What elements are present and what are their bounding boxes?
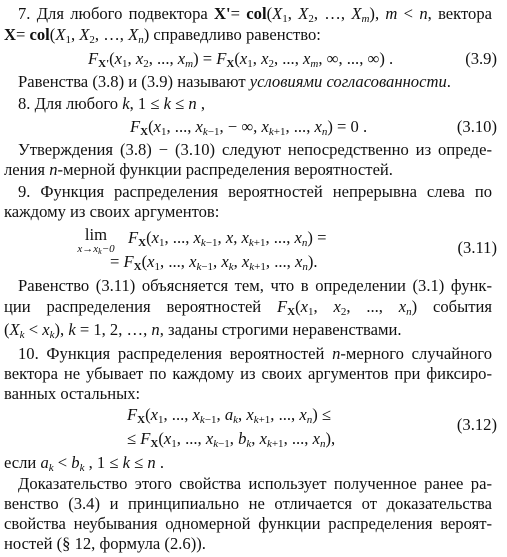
text-line-others: ванных остальных:: [4, 384, 141, 403]
text-line-item8: 8. Для любого k, 1 ≤ k ≤ n ,: [18, 94, 205, 113]
equation-3-10: $F_X(x_1$, ..., $x_{k-1}$, − ∞, $x_{k+1}$, ..., $x_n) = 0$ .: [130, 117, 368, 138]
equation-3-12-top: $F_X(x_1$, ..., $x_{k-1}$, $a_k$, $x_{k+1}$, ..., $x_n$) ≤: [127, 405, 332, 426]
text-line-explanation: Равенство (3.11) объясняется тем, что в определении (3.1) функ-: [18, 276, 492, 295]
text-line-strict: $(X_k < x_k)$, k = 1, 2, …, n, заданы строгими неравенствами.: [4, 320, 402, 341]
text-line-proof-2: венство (3.4) и принципиально не отличается от доказательства: [4, 494, 492, 513]
text-line-proof-4: ностей (§ 12, формула (2.6)).: [4, 534, 206, 553]
limit-word: lim: [84, 225, 108, 244]
text-line-item10: 10. Функция распределения вероятностей n-мерного случайного: [18, 344, 492, 363]
text-line-vector-x: $X= col(X_1$, $X_2$, …, $X_n$) справедливо равенство:: [4, 25, 321, 46]
text-line-proof-3: свойства неубывания одномерной функции распределения вероят-: [4, 514, 492, 533]
equation-number-3-11: (3.11): [457, 238, 497, 257]
text-line-consistency: Равенства (3.8) и (3.9) называют условиями согласованности.: [18, 72, 451, 91]
text-line-events: ции распределения вероятностей $F_X(x_1$, $x_2$, ..., $x_n$) события: [4, 297, 492, 318]
equation-number-3-12: (3.12): [456, 415, 497, 434]
equation-number-3-10: (3.10): [456, 117, 497, 136]
text-line-condition: если $a_k < b_k$ , 1 ≤ k ≤ n .: [4, 453, 165, 474]
text-line-definition: ления n-мерной функции распределения вероятностей.: [4, 160, 393, 179]
text-line-arguments: каждому из своих аргументов:: [4, 202, 220, 221]
equation-3-9: $F_{X'}(x_1$, $x_2$, ..., $x_m) = F_X(x_1$, $x_2$, ..., $x_m$, ∞, ..., ∞) .: [88, 49, 394, 70]
text-line-item7: 7. Для любого подвектора $X'= col(X_1$, $X_2$, …, $X_m$), m < n, вектора: [18, 4, 493, 25]
equation-3-11-bottom: = $F_X(x_1$, ..., $x_{k-1}$, $x_k$, $x_{k+1}$, ..., $x_n$).: [110, 252, 318, 273]
limit-subscript: x→xk−0: [77, 243, 115, 256]
equation-number-3-9: (3.9): [465, 49, 497, 68]
text-line-proof: Доказательство этого свойства использует полученное ранее ра-: [18, 474, 492, 493]
text-line-nondecreasing: вектора не убывает по каждому из своих аргументов при фиксиро-: [4, 364, 492, 383]
text-line-item9: 9. Функция распределения вероятностей непрерывна слева по: [18, 182, 492, 201]
text-line-statements: Утверждения (3.8) − (3.10) следуют непосредственно из опреде-: [18, 140, 492, 159]
equation-3-11-top: $F_X(x_1$, ..., $x_{k-1}$, x, $x_{k+1}$, ..., $x_n$) =: [128, 228, 327, 249]
equation-3-12-bottom: ≤ $F_X(x_1$, ..., $x_{k-1}$, $b_k$, $x_{k+1}$, ..., $x_n$),: [127, 429, 336, 450]
